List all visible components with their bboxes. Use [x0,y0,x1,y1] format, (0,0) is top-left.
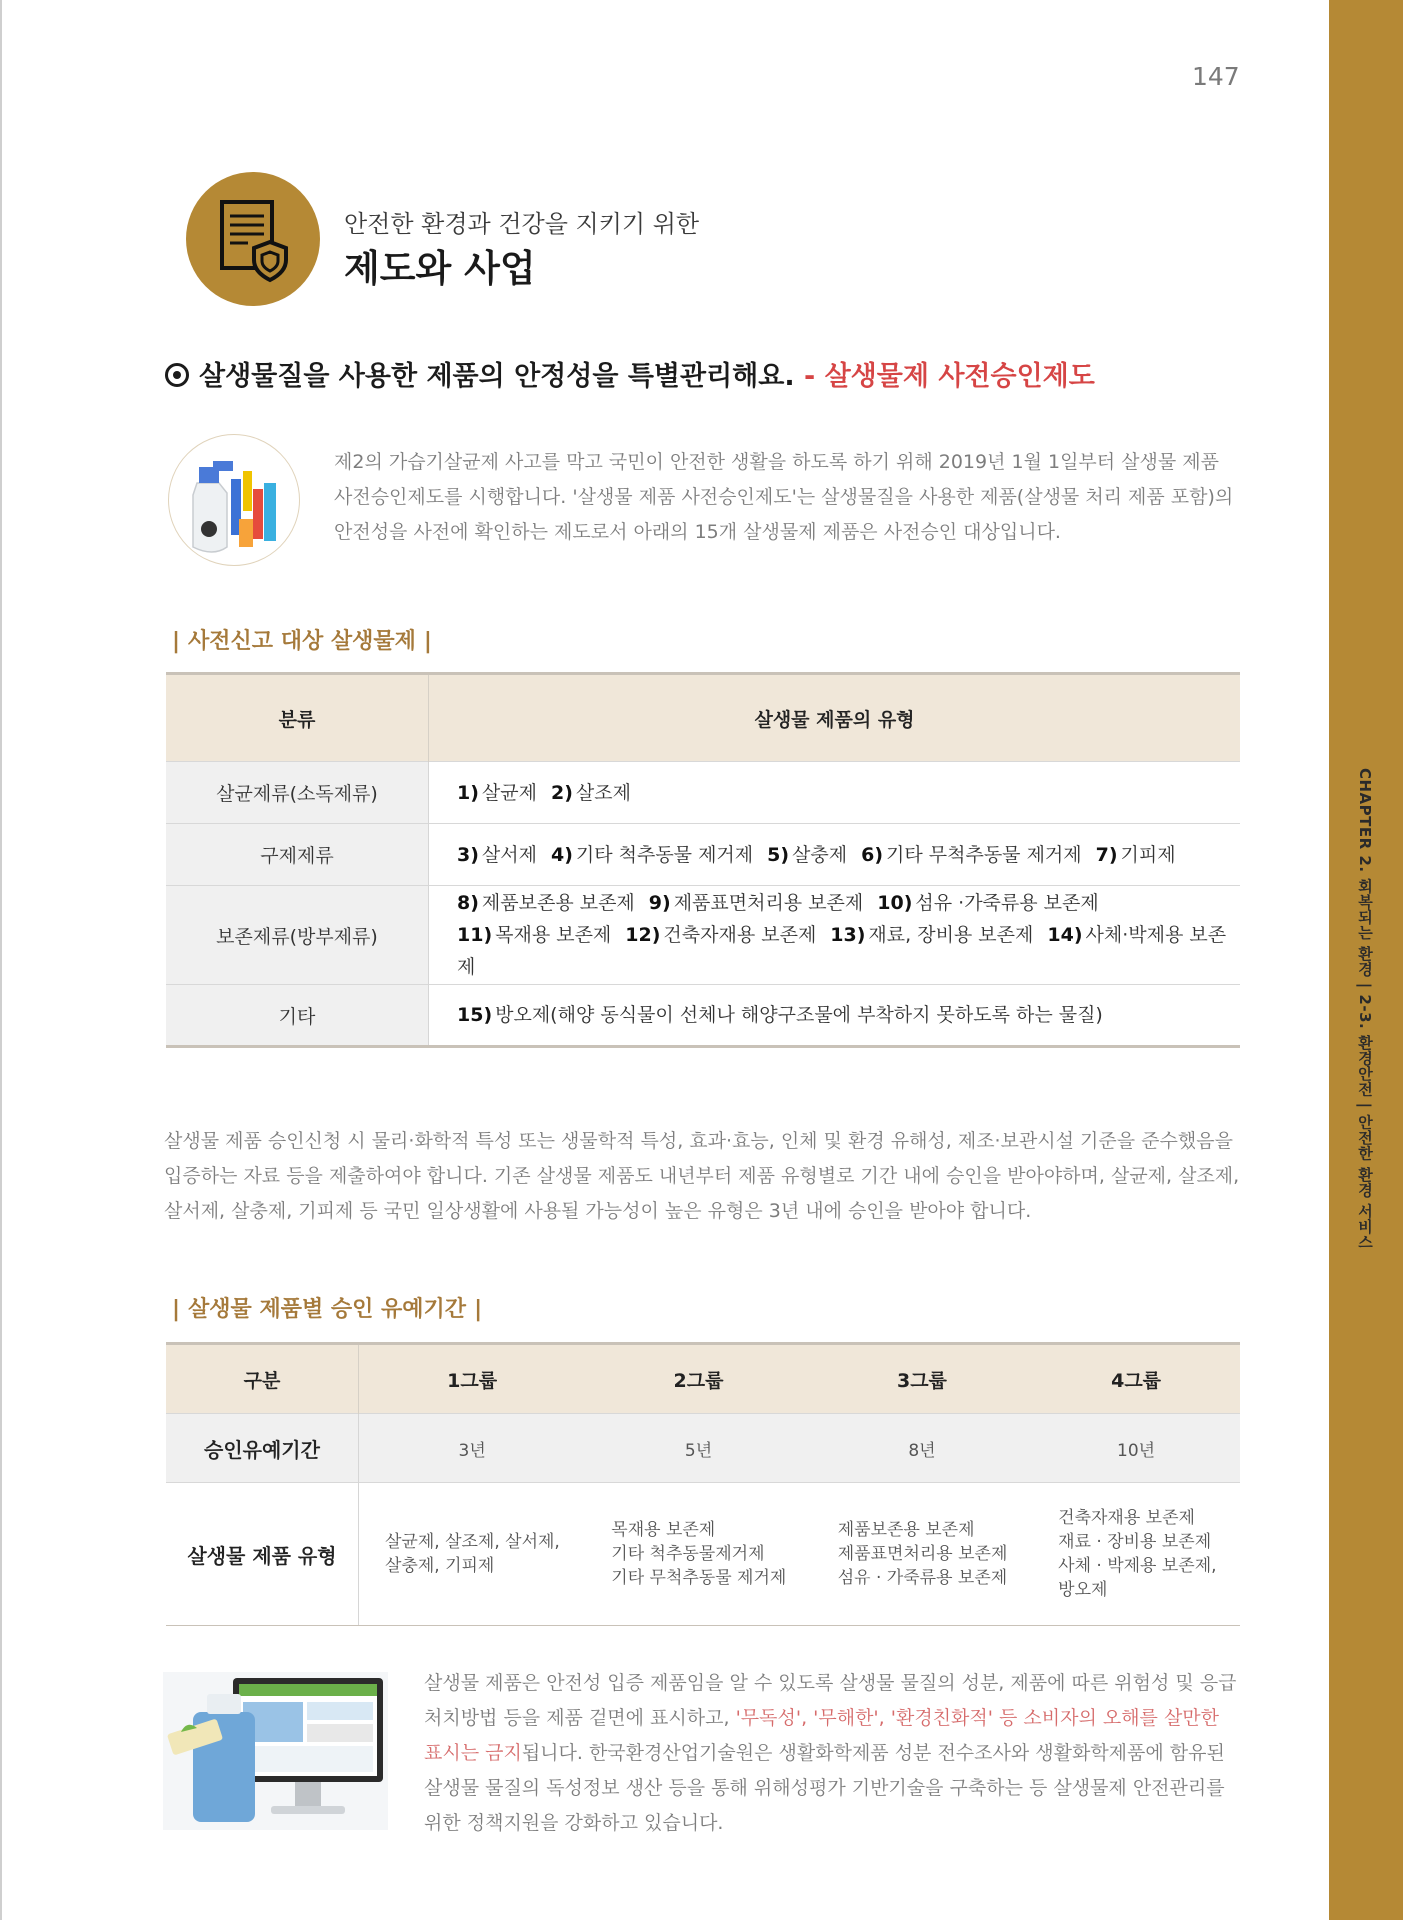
group-type-item: 목재용 보존제 [611,1520,716,1540]
heading-bar-left: | [172,629,181,654]
period-cell: 10년 [1032,1414,1240,1483]
table1-types-cell [429,824,1241,886]
group-type-item: 재료 · 장비용 보존제 [1058,1532,1212,1552]
type-number: 4) [550,843,573,866]
type-name: 건축자재용 보존제 [663,924,817,946]
group-types-cell [812,1483,1032,1626]
table2-row-types [166,1483,1240,1626]
table2-header-group4: 4그룹 [1032,1344,1240,1414]
type-name: 재료, 장비용 보존제 [868,924,1034,946]
group-type-item: 건축자재용 보존제 [1058,1508,1195,1528]
period-cell: 5년 [585,1414,811,1483]
group-type-item: 사체 · 박제용 보존제, [1058,1556,1217,1576]
pre-report-biocide-table [166,672,1240,1048]
table2-header-division: 구분 [166,1344,359,1414]
table1-header-category: 분류 [166,674,429,762]
section-title-accent: - 살생물제 사전승인제도 [803,361,1095,392]
group-types-cell [1032,1483,1240,1626]
table2-header-group3: 3그룹 [812,1344,1032,1414]
table1-types-line [457,777,1239,809]
spray-bottles-image [168,434,300,566]
group-type-item: 살충제, 기피제 [385,1556,495,1576]
labeling-text-1: 살생물 제품은 안전성 입증 제품임을 알 수 있도록 살생물 물질의 성분, 제품에 따른 위험성 및 응급처치방법 등을 제품 겉면에 표시하고, [424,1672,1237,1729]
types-row-label: 살생물 제품 유형 [166,1483,359,1626]
group-type-item: 제품표면처리용 보존제 [837,1544,1008,1564]
table1-types-line [457,887,1239,919]
table1-row [166,985,1240,1047]
type-number: 5) [767,843,790,866]
group-type-item: 기타 척추동물제거제 [611,1544,765,1564]
period-cell: 8년 [812,1414,1032,1483]
table1-types-cell [429,985,1241,1047]
heading-bar-right: | [423,629,432,654]
table2-row-period [166,1414,1240,1483]
table2-heading-text: 살생물 제품별 승인 유예기간 [188,1297,467,1322]
group-type-item: 섬유 · 가죽류용 보존제 [837,1568,1008,1588]
labeling-highlight: '무독성', '무해한', '환경친화적' 등 소비자의 오해를 살만한 표시는 금지 [424,1707,1220,1764]
target-bullet-icon [165,363,189,387]
period-row-label: 승인유예기간 [166,1414,359,1483]
table2-heading [164,1292,490,1323]
heading-bar-left: | [172,1297,181,1322]
labeling-paragraph [424,1666,1242,1841]
type-name: 살충제 [792,843,848,866]
type-number: 8) [457,892,479,914]
section-title [165,354,1095,393]
table1-types-line [457,839,1239,871]
group-type-item: 방오제 [1058,1580,1108,1600]
table1-category-cell: 구제제류 [166,824,429,886]
type-name: 기피제 [1120,843,1176,866]
table1-types-cell [429,886,1241,985]
table1-row [166,762,1240,824]
type-name: 목재용 보존제 [495,924,612,946]
type-name: 사체·박제용 보존제 [457,924,1227,978]
type-name: 제품표면처리용 보존제 [673,892,864,914]
type-name: 기타 무척추동물 제거제 [886,843,1082,866]
page-left-border [0,0,2,1920]
type-number: 3) [457,843,479,866]
type-number: 11) [457,924,493,946]
type-number: 13) [830,924,866,946]
group-types-cell [585,1483,811,1626]
page-number: 147 [1192,62,1240,91]
approval-paragraph: 살생물 제품 승인신청 시 물리·화학적 특성 또는 생물학적 특성, 효과·효능, 인체 및 환경 유해성, 제조·보관시설 기준을 준수했음을 입증하는 자료 등을 제출하여야 합니다. 기존 살생물 제품도 내년부터 제품 유형별로 기간 내에 승인을 받아야하며, 살균제, 살조제, 살서제, 살충제, 기피제 등 국민 일상생활에 사용될 가능성이 높은 유형은 3년 내에 승인을 받아야 합니다. [164,1130,1240,1222]
table1-category-cell: 기타 [166,985,429,1047]
table1-header-types: 살생물 제품의 유형 [429,674,1241,762]
table1-row [166,886,1240,985]
group-type-item: 제품보존용 보존제 [837,1520,975,1540]
table1-body [166,762,1240,1047]
type-number: 12) [625,924,661,946]
grace-period-table [166,1342,1240,1626]
table2-header-group2: 2그룹 [585,1344,811,1414]
type-name: 살서제 [481,843,537,866]
heading-bar-right: | [474,1297,483,1322]
group-type-item: 기타 무척추동물 제거제 [611,1568,787,1588]
table1-row [166,824,1240,886]
group-type-item: 살균제, 살조제, 살서제, [385,1532,560,1552]
type-name: 살균제 [481,781,537,804]
type-name: 살조제 [575,781,631,804]
chapter-label: CHAPTER 2. 회복되는 환경 | 2-3. 환경안전 | 안전한 환경 서비스 [1356,768,1374,1250]
type-name: 기타 척추동물 제거제 [575,843,754,866]
type-name: 섬유 ·가죽류용 보존제 [915,892,1099,914]
intro-paragraph: 제2의 가습기살균제 사고를 막고 국민이 안전한 생활을 하도록 하기 위해 2019년 1월 1일부터 살생물 제품 사전승인제도를 시행합니다. '살생물 제품 사전승인제도'는 살생물질을 사용한 제품(살생물 처리 제품 포함)의 안전성을 사전에 확인하는 제도로서 아래의 15개 살생물제 제품은 사전승인 대상입니다. [334,451,1234,543]
type-number: 9) [648,892,671,914]
type-name: 제품보존용 보존제 [481,892,635,914]
product-label-monitor-image [163,1672,388,1830]
type-number: 15) [457,1004,493,1026]
type-number: 7) [1095,843,1118,866]
type-name: 방오제(해양 동식물이 선체나 해양구조물에 부착하지 못하도록 하는 물질) [495,1004,1103,1026]
type-number: 6) [861,843,884,866]
header-subtitle: 안전한 환경과 건강을 지키기 위한 [344,210,700,238]
table1-types-cell [429,762,1241,824]
group-types-cell [359,1483,586,1626]
period-cell: 3년 [359,1414,586,1483]
type-number: 14) [1047,924,1083,946]
table1-types-line [457,999,1239,1031]
table1-category-cell: 살균제류(소독제류) [166,762,429,824]
type-number: 2) [550,781,573,804]
table1-types-line [457,919,1239,983]
type-number: 1) [457,781,479,804]
labeling-text-2: 됩니다. 한국환경산업기술원은 생활화학제품 성분 전수조사와 생활화학제품에 함유된 살생물 물질의 독성정보 생산 등을 통해 위해성평가 기반기술을 구축하는 등 살생물제 안전관리를 위한 정책지원을 강화하고 있습니다. [424,1742,1225,1834]
section-title-text: 살생물질을 사용한 제품의 안정성을 특별관리해요. [199,361,795,392]
table1-category-cell: 보존제류(방부제류) [166,886,429,985]
table1-heading-text: 사전신고 대상 살생물제 [188,629,416,654]
table1-heading [164,624,440,655]
type-number: 10) [877,892,913,914]
table2-header-group1: 1그룹 [359,1344,586,1414]
document-shield-icon [186,172,320,306]
header-title: 제도와 사업 [344,247,536,290]
